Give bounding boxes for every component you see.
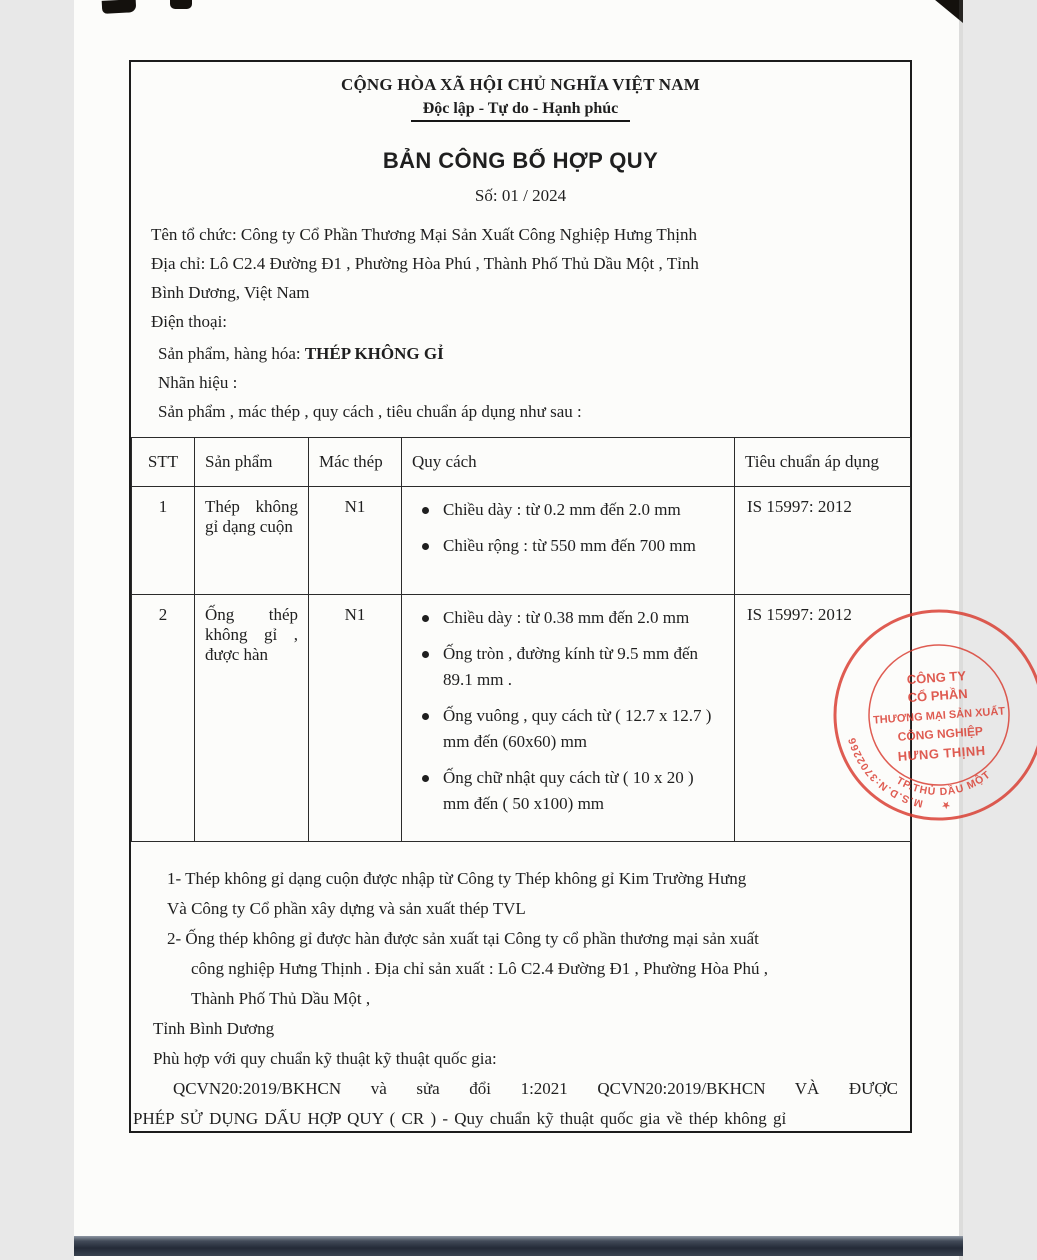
stamp-city-text: TP.THỦ DẦU MỘT	[894, 768, 994, 799]
cell-san-pham-2: Ống thép không gỉ , được hàn	[195, 595, 309, 842]
note-1-line-1: 1- Thép không gỉ dạng cuộn được nhập từ Công ty Thép không gỉ Kim Trường Hưng	[167, 869, 747, 888]
product-line	[151, 339, 890, 368]
motto-wrap	[131, 100, 910, 122]
cell-mac-thep-1: N1	[309, 487, 402, 595]
cell-quy-cach-2	[402, 595, 735, 842]
spec-item: Chiều rộng : từ 550 mm đến 700 mm	[412, 533, 724, 559]
national-motto: Độc lập - Tự do - Hạnh phúc	[411, 100, 631, 122]
stamp-center-line-2: CỔ PHẦN	[907, 685, 969, 706]
phone-line: Điện thoại:	[151, 312, 228, 331]
bullet-icon	[422, 713, 429, 720]
info-section	[151, 220, 890, 426]
cell-stt-1: 1	[132, 487, 195, 595]
scanned-document-page	[74, 0, 1006, 1260]
bullet-icon	[422, 543, 429, 550]
stamp-center-line-5: HƯNG THỊNH	[897, 742, 987, 764]
spec-item: Chiều dày : từ 0.2 mm đến 2.0 mm	[412, 497, 724, 523]
company-red-stamp	[816, 592, 1037, 837]
stamp-msdn-text: M.S.D.N:3702266	[845, 735, 925, 810]
national-title: CỘNG HÒA XÃ HỘI CHỦ NGHĨA VIỆT NAM	[341, 75, 700, 94]
notes-section	[133, 864, 898, 1134]
col-header-stt: STT	[132, 438, 195, 487]
conformity-intro-line: Phù hợp với quy chuẩn kỹ thuật kỹ thuật quốc gia:	[153, 1049, 497, 1068]
scan-artifact-bottom-bar	[74, 1236, 963, 1256]
organization-line: Tên tổ chức: Công ty Cổ Phần Thương Mại Sản Xuất Công Nghiệp Hưng Thịnh	[151, 225, 697, 244]
province-line: Tỉnh Bình Dương	[153, 1019, 275, 1038]
col-header-tieu-chuan: Tiêu chuẩn áp dụng	[735, 438, 911, 487]
col-header-quy-cach: Quy cách	[402, 438, 735, 487]
cell-tieu-chuan-1: IS 15997: 2012	[735, 487, 911, 595]
cell-stt-2: 2	[132, 595, 195, 842]
col-header-san-pham: Sản phẩm	[195, 438, 309, 487]
products-table	[131, 437, 911, 842]
bullet-icon	[422, 507, 429, 514]
document-border-frame	[129, 60, 912, 1133]
note-1-line-2: Và Công ty Cổ phần xây dựng và sản xuất thép TVL	[167, 899, 526, 918]
cell-mac-thep-2: N1	[309, 595, 402, 842]
scan-artifact-top-left-2	[170, 0, 192, 9]
spec-item: Ống tròn , đường kính từ 9.5 mm đến 89.1 mm .	[412, 641, 724, 693]
scan-artifact-top-right	[929, 0, 963, 23]
bullet-icon	[422, 651, 429, 658]
stamp-center-line-3: THƯƠNG MẠI SẢN XUẤT	[872, 705, 1006, 727]
stamp-center-line-1: CÔNG TY	[906, 668, 967, 688]
conformity-standard-line-1: QCVN20:2019/BKHCN và sửa đổi 1:2021 QCVN20:2019/BKHCN VÀ ĐƯỢC	[173, 1079, 898, 1098]
note-2-line-3: Thành Phố Thủ Dầu Một ,	[191, 989, 371, 1008]
cell-tieu-chuan-2: IS 15997: 2012	[735, 595, 911, 842]
table-header-row	[132, 438, 911, 487]
address-line-2: Bình Dương, Việt Nam	[151, 283, 310, 302]
brand-line: Nhãn hiệu :	[158, 373, 238, 392]
col-header-mac-thep: Mác thép	[309, 438, 402, 487]
spec-item: Ống chữ nhật quy cách từ ( 10 x 20 ) mm đến ( 50 x100) mm	[412, 765, 724, 817]
conformity-standard-line-2: PHÉP SỬ DỤNG DẤU HỢP QUY ( CR ) - Quy chuẩn kỹ thuật quốc gia về thép không gỉ	[133, 1109, 787, 1128]
table-intro-line: Sản phẩm , mác thép , quy cách , tiêu chuẩn áp dụng như sau :	[158, 402, 582, 421]
spec-item: Chiều dày : từ 0.38 mm đến 2.0 mm	[412, 605, 724, 631]
note-2-line-2: công nghiệp Hưng Thịnh . Địa chỉ sản xuất : Lô C2.4 Đường Đ1 , Phường Hòa Phú ,	[191, 959, 768, 978]
bullet-icon	[422, 615, 429, 622]
address-line-1: Địa chỉ: Lô C2.4 Đường Đ1 , Phường Hòa Phú , Thành Phố Thủ Dầu Một , Tỉnh	[151, 254, 699, 273]
document-number: Số: 01 / 2024	[474, 186, 567, 205]
bullet-icon	[422, 775, 429, 782]
table-row-2	[132, 595, 911, 842]
stamp-star-icon: ★	[939, 798, 952, 812]
scan-artifact-top-left-1	[102, 0, 137, 14]
product-label: Sản phẩm, hàng hóa:	[158, 344, 305, 363]
document-title: BẢN CÔNG BỐ HỢP QUY	[382, 148, 659, 173]
cell-san-pham-1: Thép không gỉ dạng cuộn	[195, 487, 309, 595]
cell-quy-cach-1	[402, 487, 735, 595]
spec-item: Ống vuông , quy cách từ ( 12.7 x 12.7 ) mm đến (60x60) mm	[412, 703, 724, 755]
table-row-1	[132, 487, 911, 595]
note-2-line-1: 2- Ống thép không gỉ được hàn được sản xuất tại Công ty cổ phần thương mại sản xuất	[167, 929, 759, 948]
product-value: THÉP KHÔNG GỈ	[304, 344, 444, 363]
stamp-center-line-4: CÔNG NGHIỆP	[897, 723, 984, 744]
